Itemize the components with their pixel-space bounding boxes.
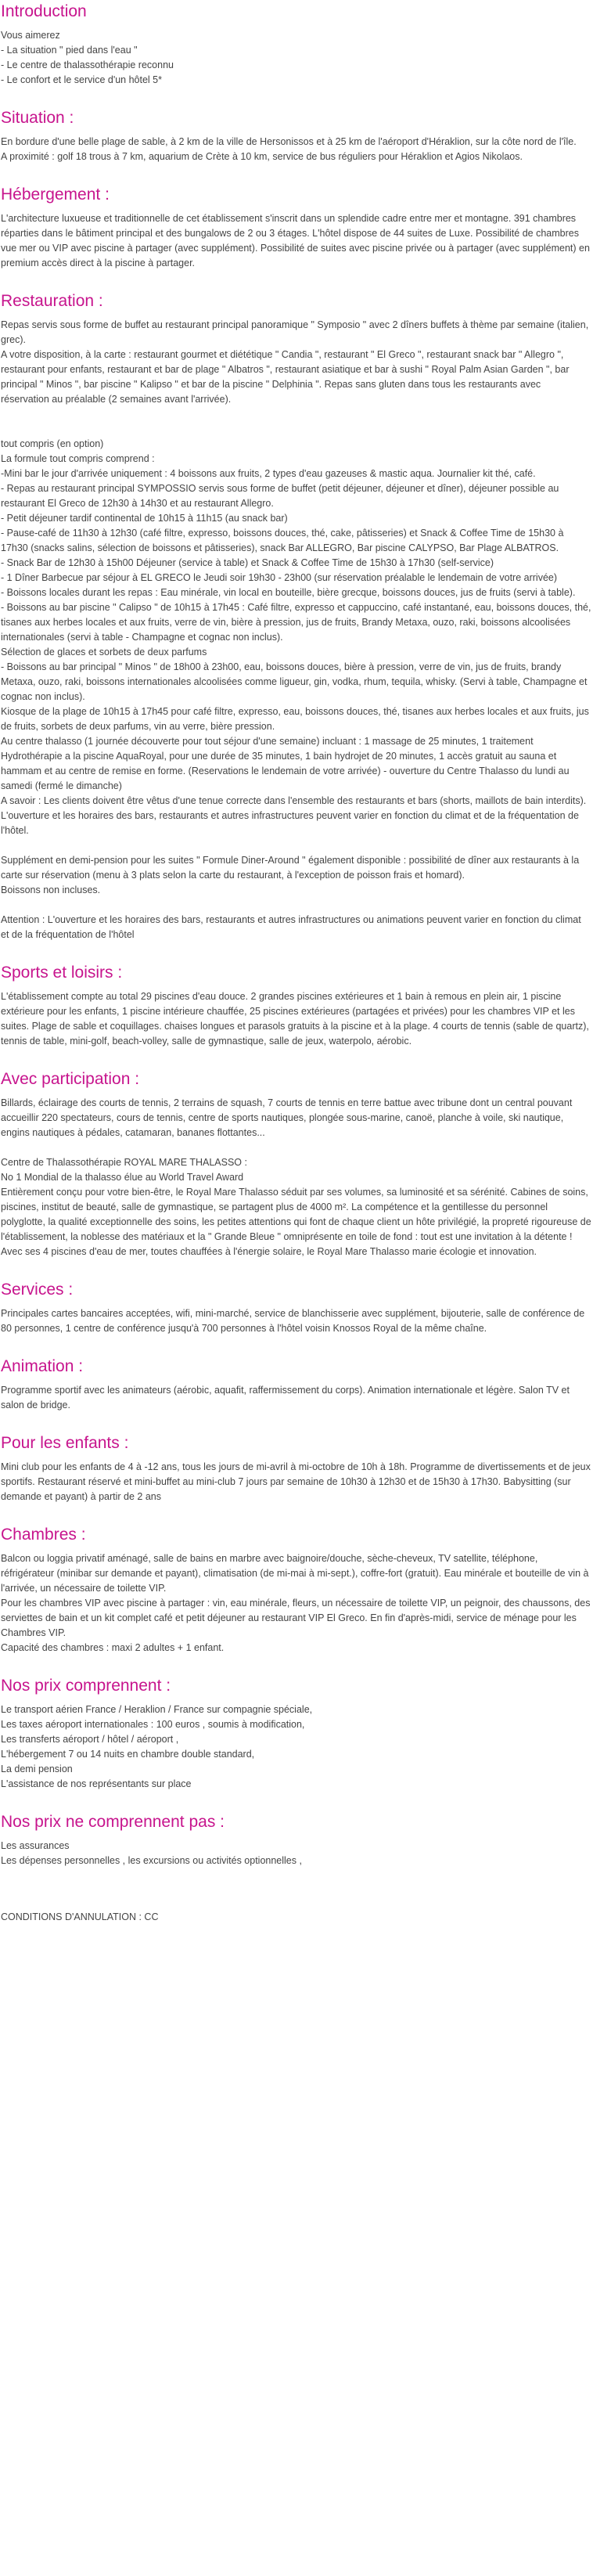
all-inclusive-line: - Boissons au bar principal " Minos " de 18h00 à 23h00, eau, boissons douces, bière à pression, verre de vin, jus de fruits, brandy Metaxa, ouzo, raki, boissons internationales alcoolisées comme ligueur, gin, vodka, rhum, tequila, whisky. (Servi à table, Champagne et cognac non inclus).: [1, 661, 588, 702]
situation-line: En bordure d'une belle plage de sable, à 2 km de la ville de Hersonissos et à 25 km de l'aéroport d'Héraklion, sur la côte nord de l'île.: [1, 136, 577, 147]
section-hebergement: [1, 185, 591, 271]
all-inclusive-line: A savoir : Les clients doivent être vêtus d'une tenue correcte dans l'ensemble des restaurants et bars (shorts, maillots de bain interdits). L'ouverture et les horaires des bars, restaurants et autres infrastructures peuvent varier en fonction du climat et de la fréquentation de l'hôtel.: [1, 795, 587, 836]
demi-pension-line: Boissons non incluses.: [1, 884, 101, 895]
prix-item: Les transferts aéroport / hôtel / aéroport ,: [1, 1734, 179, 1745]
prix-item: Les taxes aéroport internationales : 100 euros , soumis à modification,: [1, 1719, 305, 1730]
enfants-text: [1, 1460, 591, 1504]
enfants-line: Mini club pour les enfants de 4 à -12 ans, tous les jours de mi-avril à mi-octobre de 10h à 18h. Programme de divertissements et de jeux sportifs. Restaurant réservé et mini-buffet au mini-club 7 jours par semaine de 10h30 à 12h30 et de 15h30 à 17h30. Babysitting (sur demande et payant) à partir de 2 ans: [1, 1461, 591, 1502]
intro-line: - Le confort et le service d'un hôtel 5*: [1, 74, 162, 85]
restauration-line: A votre disposition, à la carte : restaurant gourmet et diététique " Candia ", restaurant " El Greco ", restaurant snack bar " Allegro ", restaurant pour enfants, restaurant et bar de plage " Albatros ", restaurant asiatique et bar à sushi " Royal Palm Asian Garden ", bar principal " Minos ", bar piscine " Kalipso " et bar de la piscine " Delphinia ". Repas sans gluten dans tous les restaurants avec réservation au préalable (2 semaines avant l'arrivée).: [1, 349, 570, 405]
chambres-line: Capacité des chambres : maxi 2 adultes + 1 enfant.: [1, 1642, 225, 1653]
prix-comprennent-heading: Nos prix comprennent :: [1, 1677, 171, 1695]
animation-heading: Animation :: [1, 1357, 84, 1375]
thalasso-line: No 1 Mondial de la thalasso élue au World Travel Award: [1, 1172, 244, 1183]
participation-line: Billards, éclairage des courts de tennis, 2 terrains de squash, 7 courts de tennis en terre battue avec tribune dont un central pouvant accueillir 220 spectateurs, cours de tennis, centre de sports nautiques, plongée sous-marine, canoë, planche à voile, ski nautique, engins nautiques à pédales, catamaran, bananes flottantes...: [1, 1097, 573, 1138]
thalasso-line: Centre de Thalassothérapie ROYAL MARE THALASSO :: [1, 1157, 247, 1168]
spacer: [1, 1140, 591, 1155]
all-inclusive-line: - 1 Dîner Barbecue par séjour à EL GRECO le Jeudi soir 19h30 - 23h00 (sur réservation préalable le lendemain de votre arrivée): [1, 572, 558, 583]
intro-line: - Le centre de thalassothérapie reconnu: [1, 59, 174, 70]
sports-line: L'établissement compte au total 29 piscines d'eau douce. 2 grandes piscines extérieures et 1 bain à remous en plein air, 1 piscine extérieure pour les enfants, 1 piscine intérieure chauffée, 25 piscines extérieures (partagées et privées) pour les chambres VIP et les suites. Plage de sable et coquillages. chaises longues et parasols gratuits à la piscine et à la plage. 4 courts de tennis (sable de quartz), tennis de table, mini-golf, beach-volley, salle de gymnastique, salle de jeux, waterpolo, aérobic.: [1, 991, 589, 1047]
prix-exclu-item: Les assurances: [1, 1840, 70, 1851]
section-participation: [1, 1069, 591, 1259]
intro-line: - La situation " pied dans l'eau ": [1, 45, 138, 56]
thalasso-line: Entièrement conçu pour votre bien-être, le Royal Mare Thalasso séduit par ses volumes, sa luminosité et sa sérénité. Cabines de soins, piscines, institut de beauté, salle de gymnastique, se partagent plus de 4000 m². La compétence et la gentillesse du personnel polyglotte, la qualité exceptionnelle des soins, les petites attentions qui font de chaque client un hôte privilégié, la propreté rigoureuse de l'établissement, la noblesse des matériaux et la " Grande Bleue " omniprésente en toile de fond : tout est une invitation à la détente !: [1, 1187, 591, 1242]
section-animation: [1, 1356, 591, 1413]
section-services: [1, 1280, 591, 1336]
all-inclusive-line: Kiosque de la plage de 10h15 à 17h45 pour café filtre, expresso, eau, boissons douces, thé, tisanes aux herbes locales et aux fruits, jus de fruits, sorbets de deux parfums, vin au verre, bière pression.: [1, 706, 589, 732]
hebergement-heading: Hébergement :: [1, 186, 110, 204]
all-inclusive-line: - Boissons locales durant les repas : Eau minérale, vin local en bouteille, bière grecque, boissons douces, jus de fruits (servi à table).: [1, 587, 576, 598]
attention-text: Attention : L'ouverture et les horaires des bars, restaurants et autres infrastructures ou animations peuvent varier en fonction du climat et de la fréquentation de l'hôtel: [1, 914, 581, 940]
thalasso-text: [1, 1155, 591, 1259]
section-enfants: [1, 1433, 591, 1504]
prix-comprennent-list: [1, 1702, 591, 1792]
situation-heading: Situation :: [1, 109, 74, 127]
chambres-text: [1, 1551, 591, 1655]
section-introduction: [1, 0, 591, 88]
all-inclusive-line: - Repas au restaurant principal SYMPOSSIO servis sous forme de buffet (petit déjeuner, déjeuner et dîner), déjeuner possible au restaurant El Greco de 12h30 à 14h30 et au restaurant Allegro.: [1, 483, 559, 509]
thalasso-line: Avec ses 4 piscines d'eau de mer, toutes chauffées à l'énergie solaire, le Royal Mare Thalasso marie écologie et innovation.: [1, 1246, 537, 1257]
prix-item: L'assistance de nos représentants sur place: [1, 1778, 192, 1789]
intro-line: Vous aimerez: [1, 30, 60, 41]
spacer: [1, 838, 591, 853]
hebergement-line: L'architecture luxueuse et traditionnelle de cet établissement s'inscrit dans un splendide cadre entre mer et montagne. 391 chambres réparties dans le bâtiment principal et des bungalows de 2 ou 3 étages. L'hôtel dispose de 44 suites de Luxe. Possibilité de chambres vue mer ou VIP avec piscine à partager (avec supplément). Possibilité de suites avec piscine privée ou à partager (avec supplément) en premium accès direct à la piscine à partager.: [1, 213, 590, 268]
section-situation: [1, 108, 591, 164]
participation-heading: Avec participation :: [1, 1070, 140, 1088]
all-inclusive-line: - Petit déjeuner tardif continental de 10h15 à 11h15 (au snack bar): [1, 513, 288, 524]
prix-ne-comprennent-pas-list: [1, 1839, 591, 1868]
spacer: [1, 422, 591, 437]
section-prix-ne-comprennent-pas: [1, 1812, 591, 1868]
chambres-line: Pour les chambres VIP avec piscine à partager : vin, eau minérale, fleurs, un nécessaire de toilette VIP, un peignoir, des chaussons, des serviettes de bain et un kit complet café et petit déjeuner au restaurant VIP El Greco. En fin d'après-midi, service de ménage pour les Chambres VIP.: [1, 1598, 591, 1638]
all-inclusive-line: Au centre thalasso (1 journée découverte pour tout séjour d'une semaine) incluant : 1 massage de 25 minutes, 1 traitement Hydrothérapie a la piscine AquaRoyal, pour une durée de 35 minutes, 1 bain hydrojet de 20 minutes, 1 accès gratuit au sauna et hammam et au centre de remise en forme. (Reservations le lendemain de votre arrivée) - ouverture du Centre Thalasso du lundi au samedi (fermé le dimanche): [1, 736, 570, 791]
situation-text: [1, 135, 591, 164]
all-inclusive-line: - Boissons au bar piscine " Calipso " de 10h15 à 17h45 : Café filtre, expresso et cappuccino, café instantané, eau, boissons douces, thé, tisanes aux herbes locales et aux fruits, verre de vin, bière à pression, jus de fruits, Brandy Metaxa, ouzo, raki, boissons alcoolisées internationales (servi à table - Champagne et cognac non inclus).: [1, 602, 591, 643]
services-heading: Services :: [1, 1281, 74, 1299]
demi-pension-line: Supplément en demi-pension pour les suites " Formule Diner-Around " également disponible : possibilité de dîner aux restaurants à la carte sur réservation (menu à 3 plats selon la carte du restaurant, à l'exception de poisson frais et homard).: [1, 855, 580, 881]
services-text: [1, 1306, 591, 1336]
prix-item: La demi pension: [1, 1764, 73, 1774]
spacer: [1, 898, 591, 913]
prix-item: Le transport aérien France / Heraklion / France sur compagnie spéciale,: [1, 1704, 313, 1715]
spacer: [1, 1889, 591, 1904]
sports-text: [1, 989, 591, 1049]
services-line: Principales cartes bancaires acceptées, wifi, mini-marché, service de blanchisserie avec supplément, bijouterie, salle de conférence de 80 personnes, 1 centre de conférence jusqu'à 700 personnes à l'hôtel voisin Knossos Royal de la même chaîne.: [1, 1308, 585, 1334]
section-prix-comprennent: [1, 1676, 591, 1792]
animation-line: Programme sportif avec les animateurs (aérobic, aquafit, raffermissement du corps). Animation internationale et légère. Salon TV et salon de bridge.: [1, 1385, 570, 1410]
chambres-heading: Chambres :: [1, 1526, 86, 1544]
all-inclusive-line: -Mini bar le jour d'arrivée uniquement : 4 boissons aux fruits, 2 types d'eau gazeuses & mastic aqua. Journalier kit thé, café.: [1, 468, 536, 479]
situation-line: A proximité : golf 18 trous à 7 km, aquarium de Crète à 10 km, service de bus réguliers pour Héraklion et Agios Nikolaos.: [1, 151, 523, 162]
all-inclusive-line: Sélection de glaces et sorbets de deux parfums: [1, 647, 207, 658]
hebergement-text: [1, 211, 591, 271]
all-inclusive-text: [1, 437, 591, 838]
prix-item: L'hébergement 7 ou 14 nuits en chambre double standard,: [1, 1749, 255, 1760]
demi-pension-text: [1, 853, 591, 898]
conditions-annulation: CONDITIONS D'ANNULATION : CC: [1, 1911, 159, 1922]
restauration-heading: Restauration :: [1, 292, 103, 310]
introduction-text: [1, 28, 591, 88]
prix-ne-comprennent-pas-heading: Nos prix ne comprennent pas :: [1, 1813, 225, 1831]
chambres-line: Balcon ou loggia privatif aménagé, salle de bains en marbre avec baignoire/douche, sèche-cheveux, TV satellite, téléphone, réfrigérateur (minibar sur demande et payant), climatisation (de mi-mai à mi-sept.), coffre-fort (gratuit). Eau minérale et bouteille de vin à l'arrivée, un nécessaire de toilette VIP.: [1, 1553, 589, 1594]
restauration-line: Repas servis sous forme de buffet au restaurant principal panoramique " Symposio " avec 2 dîners buffets à thème par semaine (italien, grec).: [1, 319, 589, 345]
sports-heading: Sports et loisirs :: [1, 964, 123, 982]
all-inclusive-line: tout compris (en option): [1, 438, 104, 449]
prix-exclu-item: Les dépenses personnelles , les excursions ou activités optionnelles ,: [1, 1855, 302, 1866]
section-sports: [1, 963, 591, 1049]
spacer: [1, 407, 591, 422]
animation-text: [1, 1383, 591, 1413]
all-inclusive-line: La formule tout compris comprend :: [1, 453, 155, 464]
section-chambres: [1, 1525, 591, 1655]
all-inclusive-line: - Snack Bar de 12h30 à 15h00 Déjeuner (service à table) et Snack & Coffee Time de 15h30 à 17h30 (self-service): [1, 557, 494, 568]
enfants-heading: Pour les enfants :: [1, 1434, 129, 1452]
section-restauration: [1, 291, 591, 942]
all-inclusive-line: - Pause-café de 11h30 à 12h30 (café filtre, expresso, boissons douces, thé, cake, pâtisseries) et Snack & Coffee Time de 15h30 à 17h30 (snacks salins, sélection de boissons et pâtisseries), snack Bar ALLEGRO, Bar piscine CALYPSO, Bar Plage ALBATROS.: [1, 528, 564, 553]
introduction-heading: Introduction: [1, 2, 87, 20]
restauration-text: [1, 318, 591, 407]
participation-text: [1, 1096, 591, 1140]
